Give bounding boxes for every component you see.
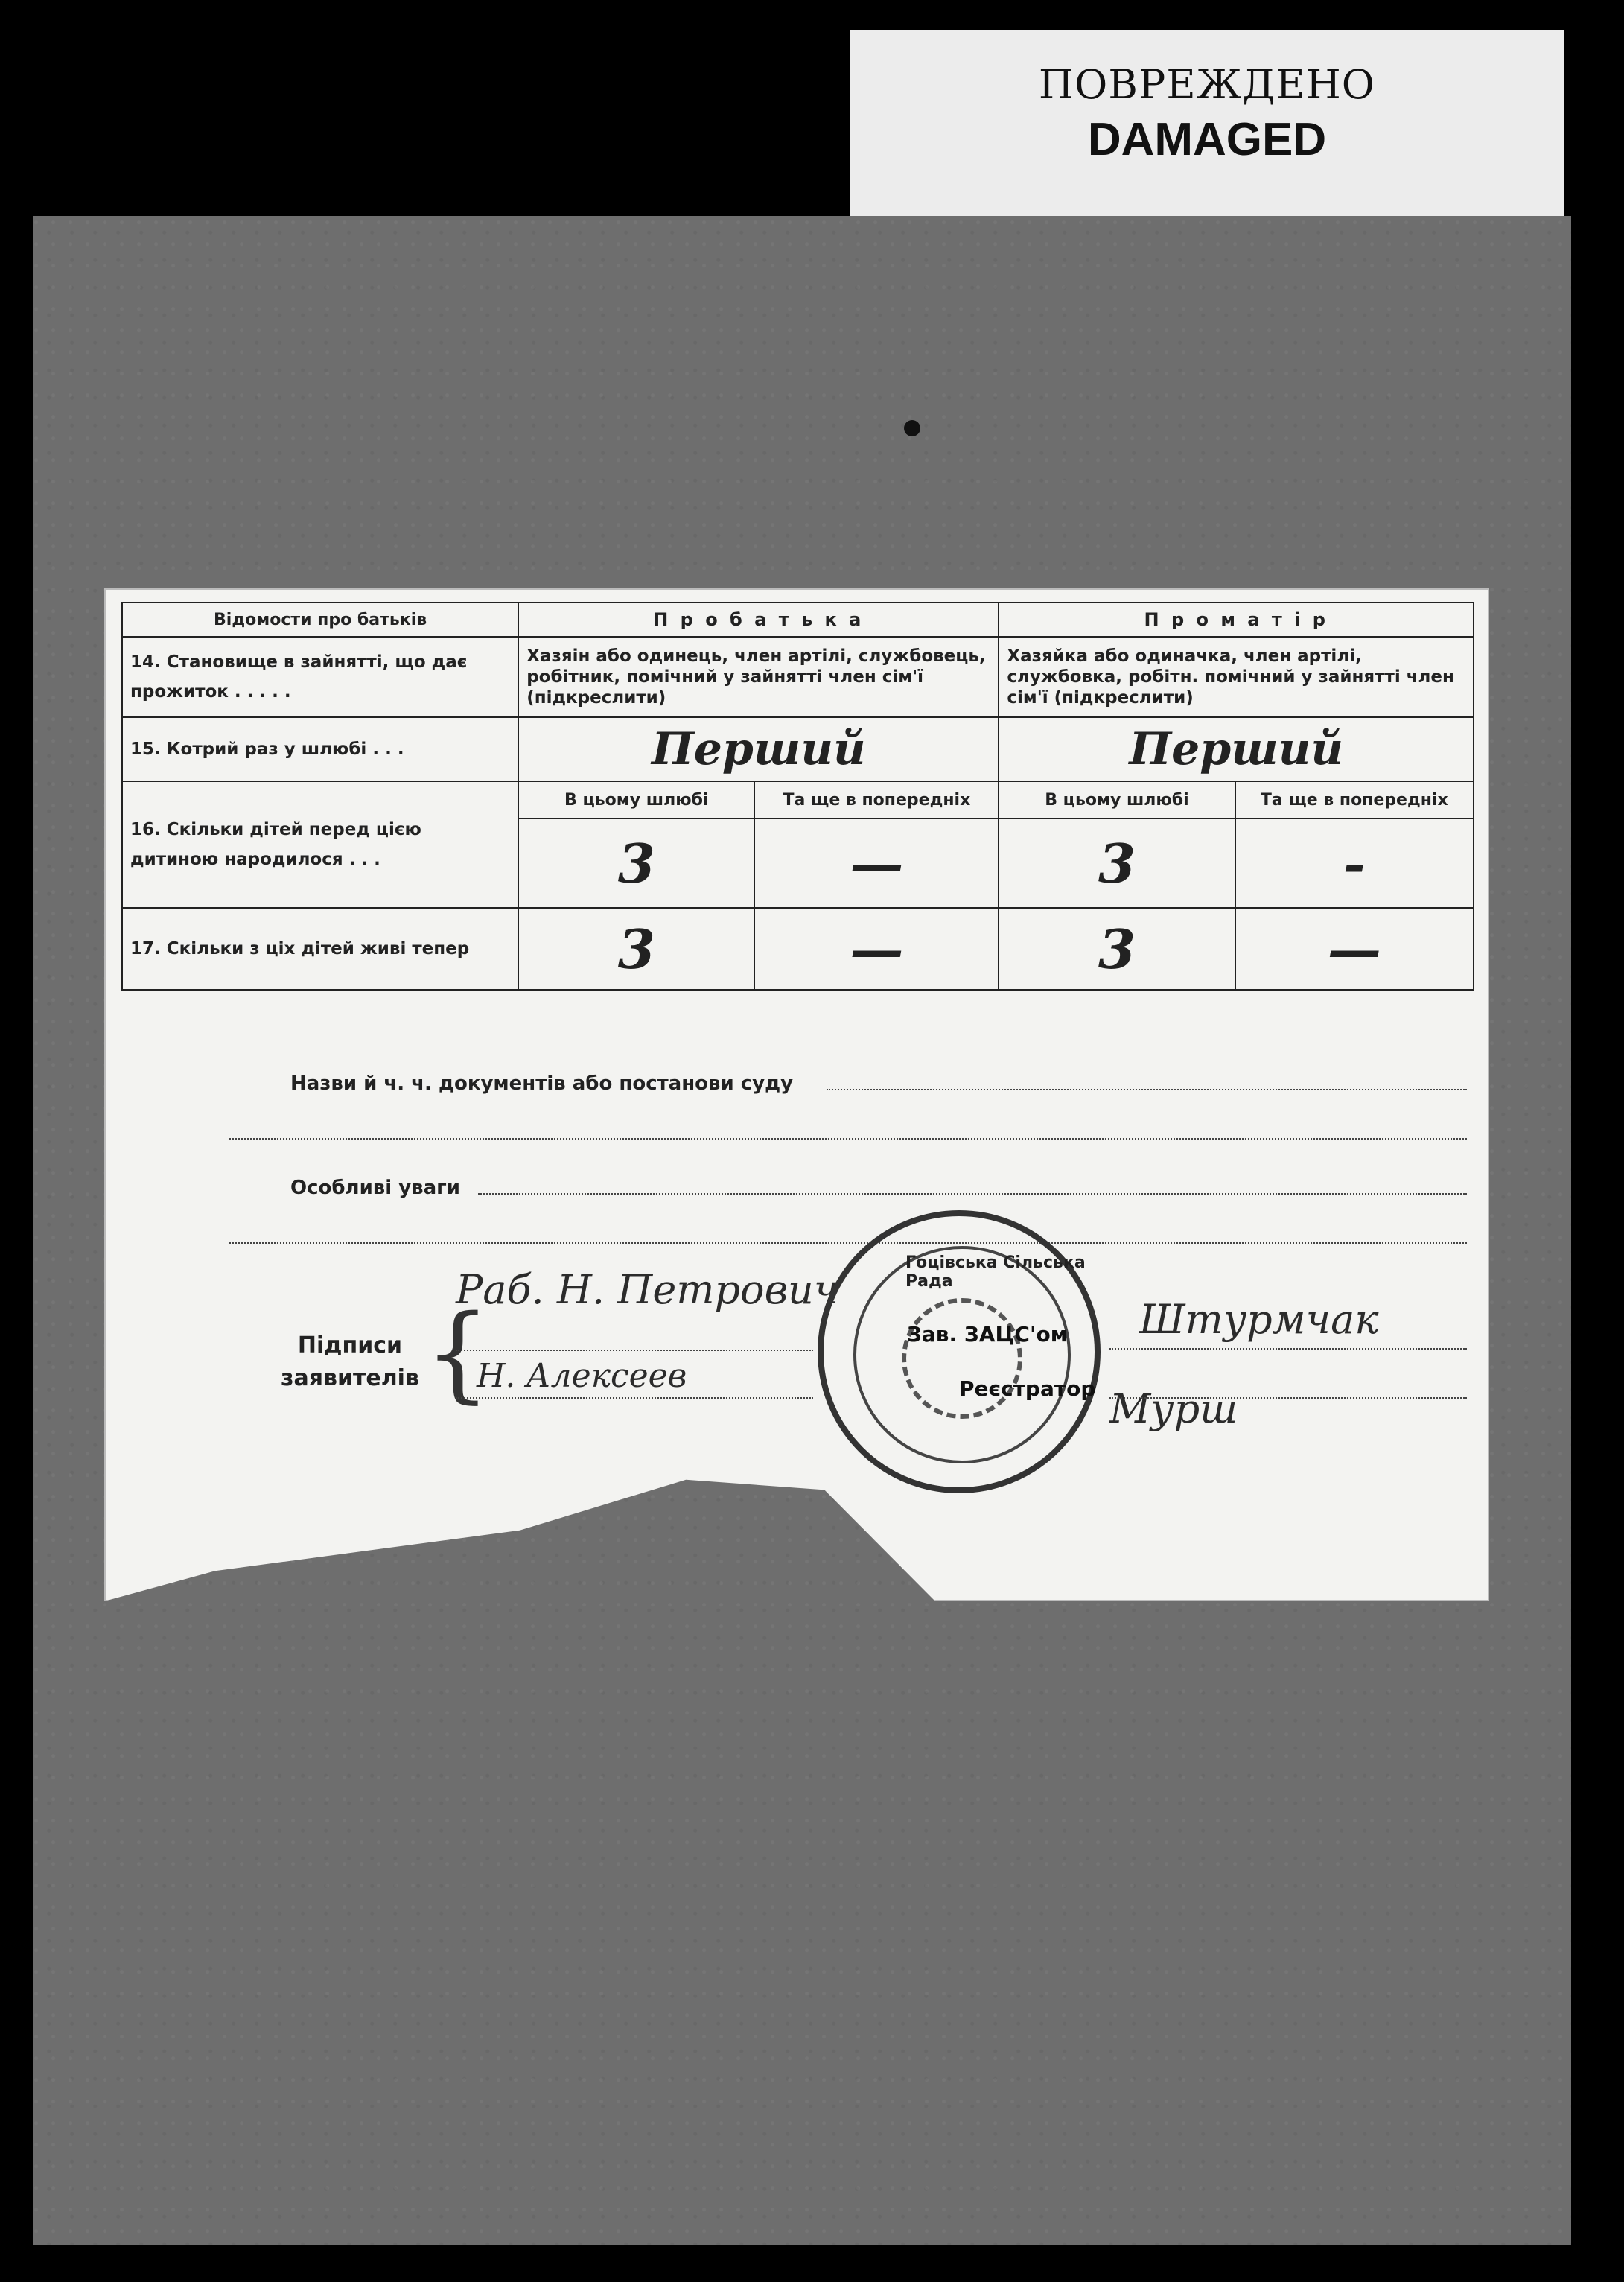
remarks-line-2 <box>229 1242 1467 1244</box>
row15-mother-value: Перший <box>999 717 1474 781</box>
documents-line-2 <box>229 1138 1467 1140</box>
row16-father-previous: — <box>754 819 999 908</box>
row14-father-options: Хазяін або одинець, член артілі, службовець, робітник, помічний у зайнятті член сім'ї (підкреслити) <box>518 637 999 717</box>
damaged-label-card <box>850 30 1564 220</box>
registrar-label: Реєстратор <box>959 1376 1096 1401</box>
header-father: П р о б а т ь к а <box>518 603 999 637</box>
row17-father-this: 3 <box>518 908 754 990</box>
row15-father-value: Перший <box>518 717 999 781</box>
parents-table <box>121 602 1474 991</box>
row16-mother-previous: - <box>1235 819 1474 908</box>
documents-label: Назви й ч. ч. документів або постанови суду <box>290 1072 794 1095</box>
table-subheader-row <box>122 781 1474 819</box>
head-label: Зав. ЗАЦС'ом <box>907 1322 1068 1347</box>
remarks-line <box>478 1193 1467 1195</box>
table-row <box>122 908 1474 990</box>
row16-label: 16. Скільки дітей перед цією дитиною народилося . . . <box>122 781 518 908</box>
row15-label: 15. Котрий раз у шлюбі . . . <box>122 717 518 781</box>
row17-mother-previous: — <box>1235 908 1474 990</box>
row14-mother-options: Хазяйка або одиначка, член артілі, службовка, робітн. помічний у зайнятті член сім'ї (підкреслити) <box>999 637 1474 717</box>
sub-mother-this-marriage: В цьому шлюбі <box>999 781 1235 819</box>
registrar-signature: Мурш <box>1109 1385 1238 1432</box>
sub-father-this-marriage: В цьому шлюбі <box>518 781 754 819</box>
documents-line <box>827 1089 1467 1090</box>
header-parents-info: Відомости про батьків <box>122 603 518 637</box>
board-hole-mark <box>904 420 920 436</box>
table-row <box>122 717 1474 781</box>
stamp-text: Гоцівська Сільська Рада <box>905 1253 1086 1291</box>
row16-father-this: 3 <box>518 819 754 908</box>
sub-mother-previous: Та ще в попередніх <box>1235 781 1474 819</box>
row14-label: 14. Становище в зайнятті, що дає прожиток . . . . . <box>122 637 518 717</box>
head-signature: Штурмчак <box>1139 1296 1379 1343</box>
registrar-sign-line <box>1109 1397 1467 1399</box>
signature-line-1 <box>456 1350 813 1351</box>
signature-line-2 <box>456 1397 813 1399</box>
applicant-signature-1: Раб. Н. Петрович <box>456 1266 839 1313</box>
table-row <box>122 637 1474 717</box>
head-sign-line <box>1109 1348 1467 1350</box>
signatures-label: Підписи заявителів <box>281 1332 419 1391</box>
brace-glyph: { <box>424 1293 491 1414</box>
table-header-row <box>122 603 1474 637</box>
row17-label: 17. Скільки з ціх дітей живі тепер <box>122 908 518 990</box>
sub-father-previous: Та ще в попередніх <box>754 781 999 819</box>
damaged-label-ru: ПОВРЕЖДЕНО <box>1038 61 1376 108</box>
remarks-label: Особливі уваги <box>290 1177 460 1199</box>
applicant-signature-2: Н. Алексеев <box>477 1357 687 1395</box>
header-mother: П р о м а т і р <box>999 603 1474 637</box>
damaged-label-en: DAMAGED <box>1087 114 1327 165</box>
row17-mother-this: 3 <box>999 908 1235 990</box>
official-stamp <box>818 1210 1101 1493</box>
row17-father-previous: — <box>754 908 999 990</box>
parents-info-form <box>121 602 1474 991</box>
row16-mother-this: 3 <box>999 819 1235 908</box>
